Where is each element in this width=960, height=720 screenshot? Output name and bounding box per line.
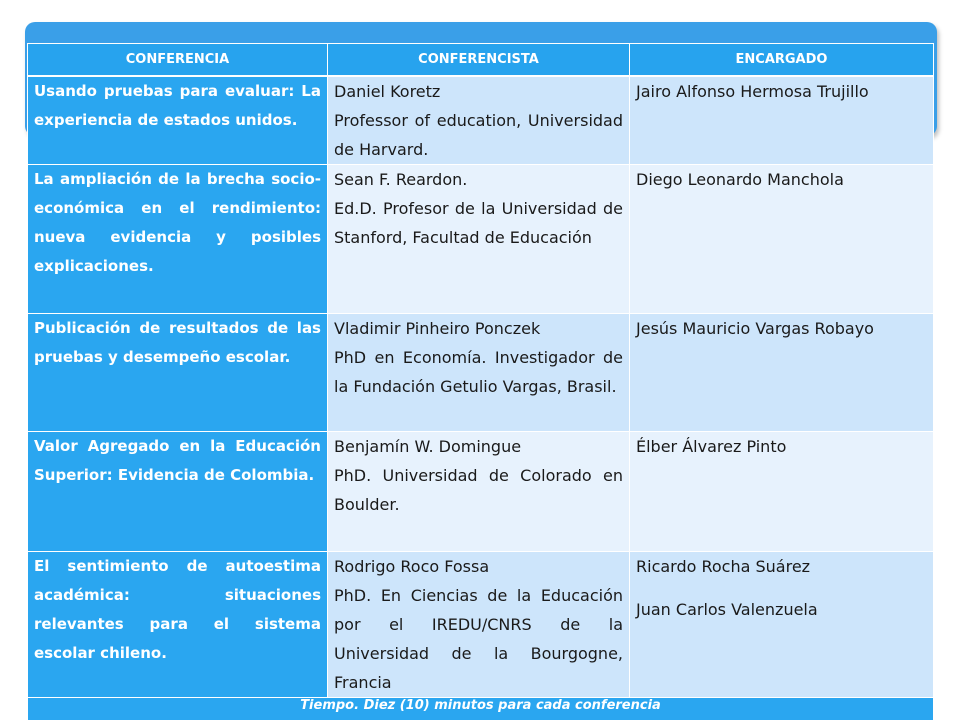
header-row [28,44,934,76]
conferencista-name: Vladimir Pinheiro Ponczek [334,319,541,338]
conferencista-cell [328,165,630,314]
conference-table [27,43,934,720]
encargado-cell [630,432,934,552]
encargado-name: Ricardo Rocha Suárez [636,557,811,576]
encargado-cell [630,76,934,165]
footer-note: Tiempo. Diez (10) minutos para cada conferencia [28,698,934,720]
encargado-name: Jesús Mauricio Vargas Robayo [636,319,874,338]
encargado-cell [630,552,934,698]
conferencista-detail: Ed.D. Profesor de la Universidad de Stanford, Facultad de Educación [334,199,623,247]
table-row [28,165,934,314]
conferencista-detail: PhD. En Ciencias de la Educación por el IREDU/CNRS de la Universidad de la Bourgogne, Francia [334,586,623,692]
conferencista-cell [328,552,630,698]
header-conferencista: CONFERENCISTA [328,44,630,76]
conferencista-cell [328,314,630,432]
encargado-cell [630,165,934,314]
conferencista-name: Rodrigo Roco Fossa [334,557,490,576]
table-row [28,432,934,552]
table-row [28,552,934,698]
conferencista-cell [328,432,630,552]
conferencista-detail: PhD en Economía. Investigador de la Fundación Getulio Vargas, Brasil. [334,348,623,396]
encargado-name: Juan Carlos Valenzuela [636,600,818,619]
conferencista-name: Sean F. Reardon. [334,170,468,189]
encargado-name: Diego Leonardo Manchola [636,170,844,189]
conferencista-name: Daniel Koretz [334,81,441,101]
conferencista-detail: Professor of education, Universidad de Harvard. [334,110,623,159]
table-row [28,314,934,432]
encargado-name: Élber Álvarez Pinto [636,437,787,456]
conferencista-cell [328,76,630,165]
conferencista-detail: PhD. Universidad de Colorado en Boulder. [334,466,623,514]
conferencia-cell: Valor Agregado en la Educación Superior: Evidencia de Colombia. [28,432,328,552]
conferencia-cell: El sentimiento de autoestima académica: situaciones relevantes para el sistema escolar chileno. [28,552,328,698]
header-conferencia: CONFERENCIA [28,44,328,76]
conferencia-cell: La ampliación de la brecha socio-económica en el rendimiento: nueva evidencia y posibles explicaciones. [28,165,328,314]
conferencista-name: Benjamín W. Domingue [334,437,522,456]
conferencia-cell: Usando pruebas para evaluar: La experiencia de estados unidos. [28,76,328,165]
header-encargado: ENCARGADO [630,44,934,76]
encargado-cell [630,314,934,432]
encargado-name: Jairo Alfonso Hermosa Trujillo [636,81,869,101]
footer-row [28,698,934,720]
conferencia-cell: Publicación de resultados de las pruebas y desempeño escolar. [28,314,328,432]
table-row [28,76,934,165]
